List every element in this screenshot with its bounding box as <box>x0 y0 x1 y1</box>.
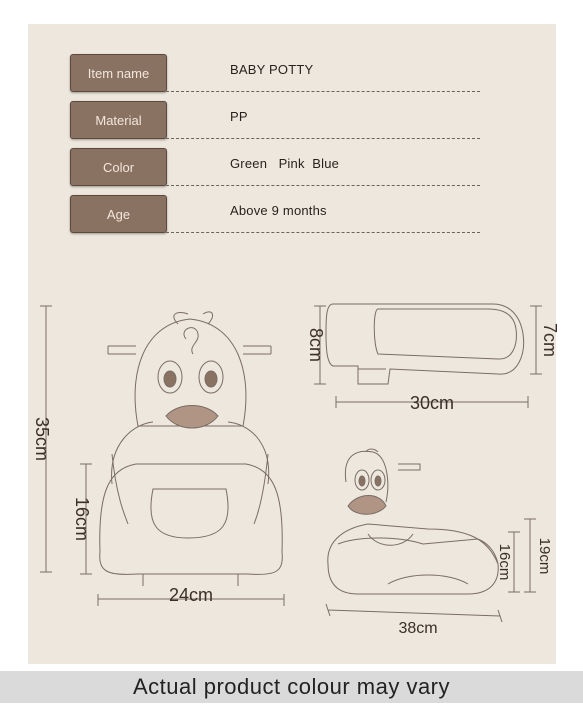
dimension-label-top-width: 30cm <box>409 393 455 413</box>
spec-label: Color <box>70 148 167 186</box>
spec-label: Age <box>70 195 167 233</box>
product-colour-notice: Actual product colour may vary <box>0 671 583 703</box>
spec-label: Item name <box>70 54 167 92</box>
dimension-label-top-height: 7cm <box>540 322 560 358</box>
dimension-label-side-inner-height: 16cm <box>496 543 513 581</box>
spec-panel <box>28 24 560 664</box>
spec-value: Green Pink Blue <box>230 156 340 171</box>
dimension-label-front-inner-height: 16cm <box>72 496 92 542</box>
dimension-label-front-height: 35cm <box>32 416 52 462</box>
dimension-label-top-depth: 8cm <box>306 327 326 363</box>
side-view-potty <box>328 449 498 594</box>
potty-dimension-drawing <box>28 24 560 664</box>
top-view-potty <box>326 304 524 384</box>
spec-label: Material <box>70 101 167 139</box>
spec-value: BABY POTTY <box>230 62 314 77</box>
dimension-label-side-length: 38cm <box>398 620 438 637</box>
dimension-label-front-width: 24cm <box>168 585 214 605</box>
front-view-potty <box>100 312 283 586</box>
dimension-label-side-height: 19cm <box>536 537 553 575</box>
spec-value: Above 9 months <box>230 203 327 218</box>
spec-value: PP <box>230 109 248 124</box>
